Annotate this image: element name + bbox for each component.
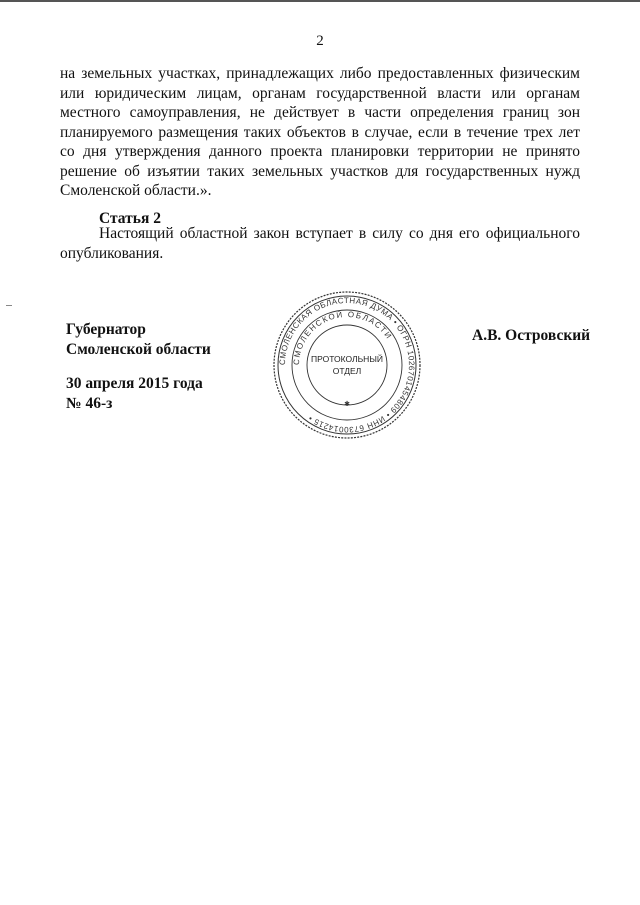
text-line: или юридическим лицам, органам государственной власти или органам — [60, 84, 580, 102]
paragraph-article-2 — [60, 224, 580, 263]
page-number: 2 — [316, 33, 324, 49]
text-line: решение об изъятии таких земельных участков для государственных нужд — [60, 162, 580, 180]
signatory-name: А.В. Островский — [472, 327, 591, 344]
stamp-center-text-2: ОТДЕЛ — [332, 366, 362, 376]
margin-mark — [6, 305, 12, 306]
signature-title-line: Смоленской области — [66, 341, 211, 358]
stamp-center-text-1: ПРОТОКОЛЬНЫЙ — [311, 354, 383, 364]
text-line: на земельных участках, принадлежащих либо предоставленных физическим — [60, 65, 580, 82]
page-top-edge — [0, 0, 640, 2]
signature-date-block — [66, 374, 203, 414]
text-line: планируемого размещения таких объектов в случае, если в течение трех лет — [60, 123, 580, 141]
signature-title — [66, 320, 211, 360]
signature-date: 30 апреля 2015 года — [66, 375, 203, 392]
text-line: опубликования. — [60, 244, 164, 262]
text-line: местного самоуправления, не действует в части определения границ зон — [60, 104, 580, 121]
law-number: № 46-з — [66, 395, 113, 412]
stamp-star: ✱ — [344, 400, 350, 408]
seal-stamp — [272, 290, 422, 440]
stamp-outer-text: СМОЛЕНСКАЯ ОБЛАСТНАЯ ДУМА • ОГРН 1026701454809 • ИНН 6730014215 • — [277, 295, 417, 435]
article-heading: Статья 2 — [99, 210, 161, 227]
stamp-inner-text: СМОЛЕНСКОЙ ОБЛАСТИ — [291, 309, 394, 366]
text-line: со дня утверждения данного проекта планировки территории не принято — [60, 143, 580, 160]
text-line: Смоленской области.». — [60, 182, 212, 199]
text-line: Настоящий областной закон вступает в силу со дня его официального — [99, 225, 580, 242]
paragraph-article-1-end — [60, 64, 580, 201]
signature-title-line: Губернатор — [66, 321, 146, 338]
